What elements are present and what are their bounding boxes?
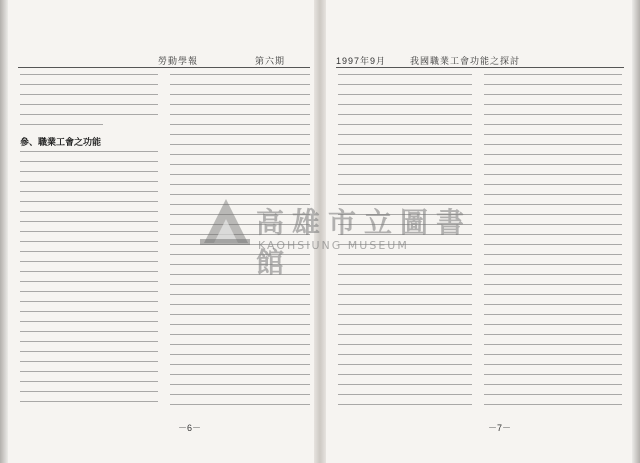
left-page-column-1-top: [20, 74, 158, 130]
right-page-column-2: [484, 74, 622, 414]
left-page-column-1: [20, 151, 158, 413]
watermark-logo-icon: [196, 193, 254, 251]
header-rule-right: [336, 67, 624, 68]
header-rule-left: [18, 67, 310, 68]
section-heading: 參、職業工會之功能: [20, 138, 102, 148]
issue-number: 第六期: [255, 57, 286, 67]
journal-title: 勞動學報: [158, 57, 199, 67]
watermark-subtext: KAOHSIUNG MUSEUM: [258, 239, 409, 252]
page-number-right: －7－: [488, 423, 512, 433]
page-edge-right: [632, 0, 640, 463]
library-watermark: [196, 193, 492, 279]
page-number-left: －6－: [178, 423, 202, 433]
article-title: 我國職業工會功能之探討: [410, 57, 521, 67]
publication-date: 1997年9月: [336, 56, 387, 66]
page-edge-left: [0, 0, 8, 463]
watermark-text: 高雄市立圖書館: [256, 206, 473, 279]
